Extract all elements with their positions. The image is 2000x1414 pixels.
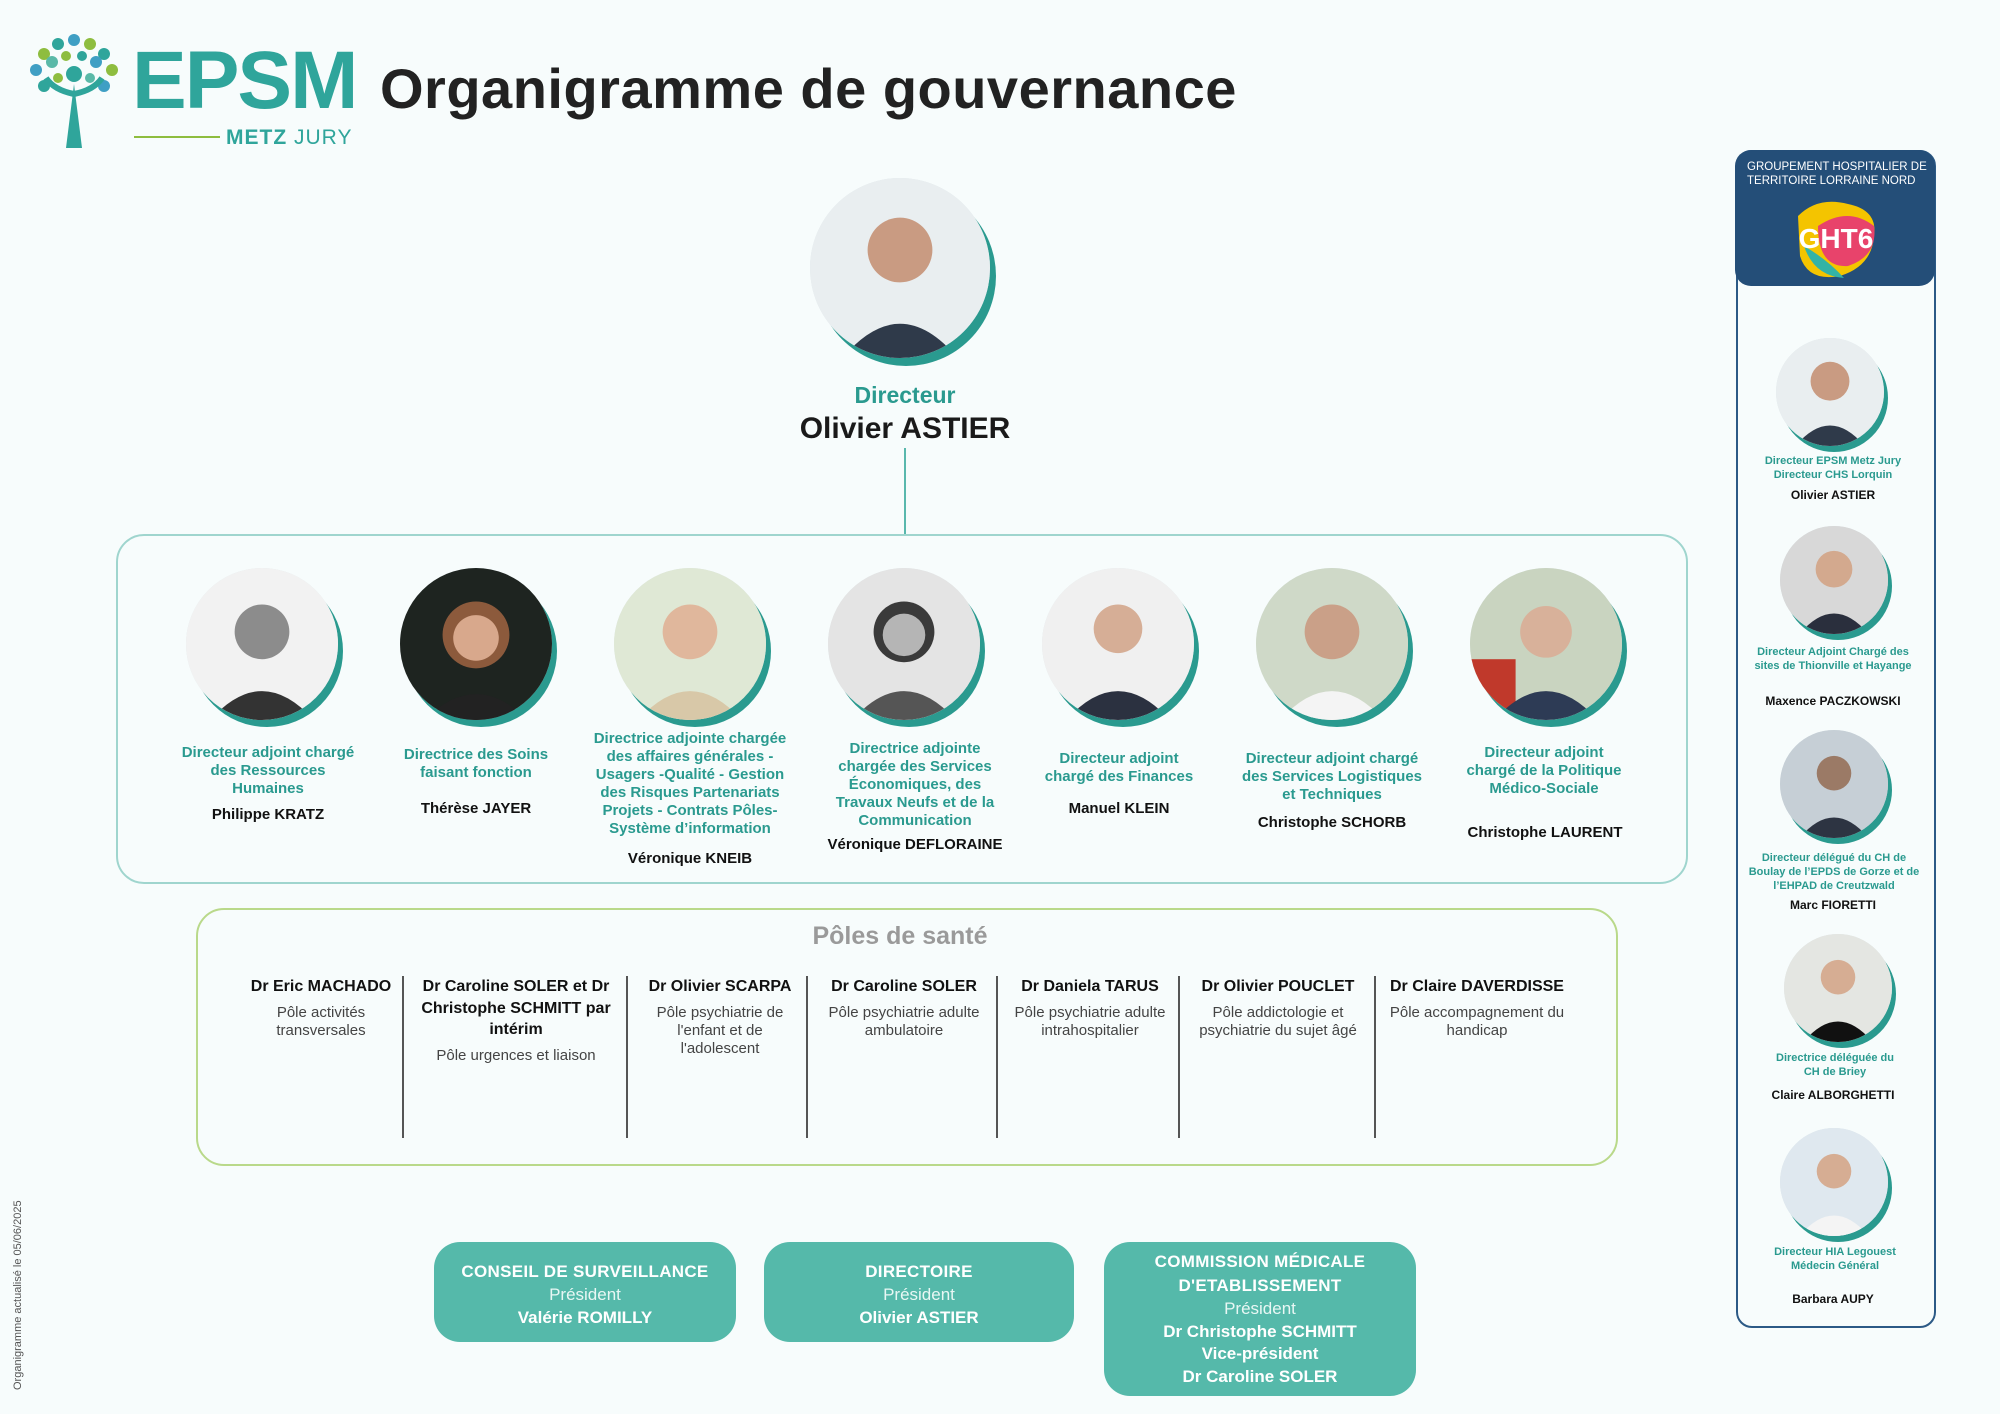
ght-logo-icon [1788, 196, 1884, 282]
update-footnote: Organigramme actualisé le 05/06/2025 [12, 1200, 24, 1390]
team-photo [1256, 568, 1408, 720]
ght-member-name: Barbara AUPY [1792, 1292, 1874, 1306]
team-name: Philippe KRATZ [211, 806, 325, 823]
director-name: Olivier ASTIER [799, 412, 1011, 445]
ght-member-name: Olivier ASTIER [1790, 488, 1876, 502]
pole-divider [1374, 976, 1376, 1138]
team-photo [186, 568, 338, 720]
team-name: Véronique DEFLORAINE [827, 836, 1003, 853]
logo-tree-icon [24, 34, 124, 148]
pole-divider [402, 976, 404, 1138]
ght-member-role: Directeur Adjoint Chargé des sites de Thionville et Hayange [1754, 646, 1912, 672]
team-name: Christophe SCHORB [1257, 814, 1407, 831]
ght-member-photo [1776, 338, 1884, 446]
ght-member-name: Maxence PACZKOWSKI [1765, 694, 1901, 708]
ght-header-text: GROUPEMENT HOSPITALIER DE TERRITOIRE LORRAINE NORD [1747, 161, 1927, 188]
logo-subtitle: METZ JURY [226, 126, 353, 149]
board-cme: COMMISSION MÉDICALE D'ETABLISSEMENT Président Dr Christophe SCHMITT Vice-président Dr Caroline SOLER [1104, 1242, 1416, 1396]
team-photo [1042, 568, 1194, 720]
board-conseil-surveillance: CONSEIL DE SURVEILLANCE Président Valérie ROMILLY [434, 1242, 736, 1342]
team-photo [400, 568, 552, 720]
ght-member-photo [1784, 934, 1892, 1042]
team-role: Directeur adjoint chargé des Finances [1044, 750, 1194, 785]
pole-item: Dr Caroline SOLER et Dr Christophe SCHMITT par intérim Pôle urgences et liaison [421, 978, 611, 1064]
pole-item: Dr Olivier POUCLET Pôle addictologie et psychiatrie du sujet âgé [1199, 978, 1357, 1039]
pole-item: Dr Caroline SOLER Pôle psychiatrie adulte ambulatoire [828, 978, 980, 1039]
pole-item: Dr Olivier SCARPA Pôle psychiatrie de l'enfant et de l'adolescent [648, 978, 792, 1057]
team-role: Directeur adjoint chargé des Ressources Humaines [181, 744, 355, 797]
ght-member-role: Directeur EPSM Metz Jury Directeur CHS Lorquin [1764, 455, 1902, 481]
pole-divider [1178, 976, 1180, 1138]
team-name: Christophe LAURENT [1467, 824, 1623, 841]
team-role: Directeur adjoint chargé de la Politique Médico-Sociale [1466, 744, 1622, 797]
board-directoire: DIRECTOIRE Président Olivier ASTIER [764, 1242, 1074, 1342]
pole-item: Dr Daniela TARUS Pôle psychiatrie adulte intrahospitalier [1014, 978, 1166, 1039]
ght-member-photo [1780, 1128, 1888, 1236]
ght-member-photo [1780, 526, 1888, 634]
team-role: Directrice adjointe chargée des affaires générales - Usagers -Qualité - Gestion des Risques Partenariats Projets - Contrats Pôles- Système d’information [593, 730, 787, 837]
svg-text:GHT6: GHT6 [1798, 223, 1874, 254]
ght-member-name: Claire ALBORGHETTI [1771, 1088, 1895, 1102]
pole-item: Dr Claire DAVERDISSE Pôle accompagnement du handicap [1389, 978, 1565, 1039]
team-name: Véronique KNEIB [627, 850, 753, 867]
pole-divider [996, 976, 998, 1138]
pole-divider [806, 976, 808, 1138]
team-role: Directeur adjoint chargé des Services Logistiques et Techniques [1241, 750, 1423, 803]
ght-member-name: Marc FIORETTI [1789, 898, 1876, 912]
logo-wordmark: EPSM [132, 35, 357, 126]
director-photo [810, 178, 990, 358]
team-role: Directrice des Soins faisant fonction [403, 746, 549, 781]
ght-member-role: Directeur délégué du CH de Boulay de l’EPDS de Gorze et de l’EHPAD de Creutzwald [1748, 852, 1920, 892]
logo-underline [134, 136, 220, 138]
team-photo [1470, 568, 1622, 720]
page-title: Organigramme de gouvernance [380, 57, 1237, 120]
pole-divider [626, 976, 628, 1138]
team-photo [828, 568, 980, 720]
director-role: Directeur [854, 382, 956, 408]
pole-item: Dr Eric MACHADO Pôle activités transversales [250, 978, 392, 1039]
team-role: Directrice adjointe chargée des Services Économiques, des Travaux Neufs et de la Communication [835, 740, 995, 829]
team-photo [614, 568, 766, 720]
ght-member-photo [1780, 730, 1888, 838]
connector-line [904, 448, 906, 534]
team-name: Manuel KLEIN [1068, 800, 1170, 817]
ght-member-role: Directrice déléguée du CH de Briey [1776, 1052, 1894, 1078]
ght-member-role: Directeur HIA Legouest Médecin Général [1774, 1246, 1896, 1272]
team-name: Thérèse JAYER [420, 800, 532, 817]
poles-title: Pôles de santé [812, 922, 988, 950]
